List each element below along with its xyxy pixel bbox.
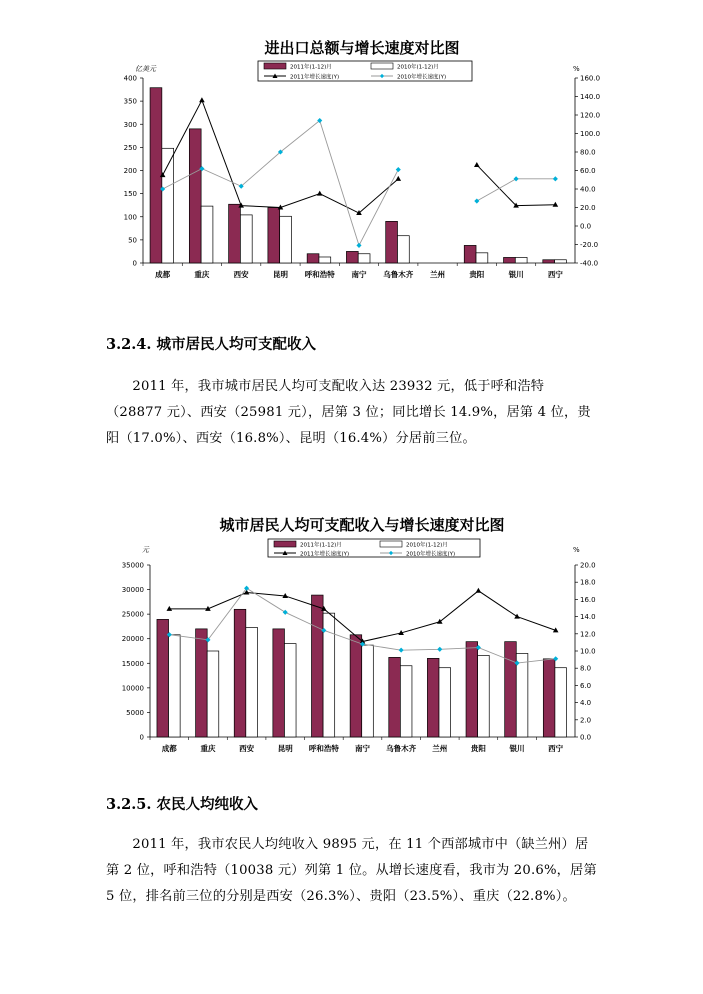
right-tick-label: 16.0 bbox=[580, 595, 596, 604]
right-tick-label: 160.0 bbox=[580, 74, 601, 83]
left-tick-label: 10000 bbox=[121, 684, 144, 693]
right-tick-label: 140.0 bbox=[580, 93, 601, 101]
point-marker-2010 bbox=[396, 167, 401, 172]
bar-2010 bbox=[169, 635, 181, 737]
bar-2010 bbox=[476, 253, 488, 263]
category-label: 西宁 bbox=[548, 744, 564, 753]
chart-urban-income bbox=[0, 508, 703, 758]
bar-2011 bbox=[350, 635, 362, 737]
legend-swatch bbox=[380, 541, 402, 547]
right-tick-label: 14.0 bbox=[580, 613, 596, 622]
bar-2011 bbox=[189, 129, 201, 263]
point-marker-2010 bbox=[356, 243, 361, 248]
category-label: 贵阳 bbox=[469, 270, 485, 279]
left-tick-label: 300 bbox=[123, 120, 137, 129]
point-marker-2010 bbox=[553, 176, 558, 181]
category-label: 呼和浩特 bbox=[308, 744, 339, 753]
legend-swatch bbox=[274, 541, 296, 547]
right-tick-label: 4.0 bbox=[580, 699, 592, 708]
point-marker-2011 bbox=[395, 176, 401, 181]
category-label: 重庆 bbox=[194, 270, 210, 279]
bar-2011 bbox=[229, 204, 241, 263]
right-tick-label: -40.0 bbox=[580, 259, 599, 268]
bar-2010 bbox=[362, 645, 374, 737]
point-marker-2010 bbox=[514, 176, 519, 181]
legend-swatch bbox=[264, 63, 286, 69]
chart-import-export bbox=[0, 30, 703, 280]
point-marker-2011 bbox=[437, 619, 443, 624]
category-label: 乌鲁木齐 bbox=[383, 270, 414, 279]
left-tick-label: 35000 bbox=[121, 561, 144, 570]
point-marker-2011 bbox=[476, 588, 482, 593]
point-marker-2011 bbox=[167, 606, 173, 611]
right-tick-label: 120.0 bbox=[580, 111, 601, 120]
bar-2010 bbox=[555, 668, 567, 737]
bar-2010 bbox=[478, 655, 490, 737]
category-label: 昆明 bbox=[272, 270, 288, 279]
left-tick-label: 0 bbox=[132, 259, 137, 268]
legend-label: 2010年增长速度(Y) bbox=[397, 74, 447, 81]
bar-2010 bbox=[397, 236, 409, 263]
right-tick-label: 12.0 bbox=[580, 630, 596, 639]
category-label: 西宁 bbox=[547, 270, 563, 279]
bar-2011 bbox=[505, 642, 517, 737]
right-tick-label: 20.0 bbox=[580, 561, 596, 570]
growth-line-2010 bbox=[477, 179, 556, 201]
point-marker-2010 bbox=[283, 610, 288, 615]
chart-svg bbox=[0, 508, 703, 758]
category-label: 南宁 bbox=[351, 270, 367, 279]
point-marker-2011 bbox=[514, 614, 520, 619]
bar-2011 bbox=[543, 659, 555, 737]
category-label: 贵阳 bbox=[470, 744, 486, 753]
bar-2011 bbox=[466, 642, 478, 737]
category-label: 成都 bbox=[161, 744, 177, 753]
left-tick-label: 250 bbox=[123, 143, 137, 152]
section-paragraph-urban-income: 2011 年，我市城市居民人均可支配收入达 23932 元，低于呼和浩特（28877 元）、西安（25981 元），居第 3 位；同比增长 14.9%，居第 4 位，贵阳（17.0%）、西安（16.8%）、昆明（16.4%）分居前三位。 bbox=[106, 379, 591, 446]
left-tick-label: 100 bbox=[123, 213, 137, 222]
point-marker-2011 bbox=[474, 162, 480, 167]
right-tick-label: -20.0 bbox=[580, 241, 599, 249]
right-tick-label: 0.0 bbox=[580, 733, 592, 742]
bar-2011 bbox=[268, 208, 280, 264]
bar-2011 bbox=[389, 657, 401, 737]
point-marker-2011 bbox=[317, 191, 323, 196]
point-marker-2011 bbox=[199, 97, 205, 102]
bar-2011 bbox=[543, 260, 555, 263]
category-label: 乌鲁木齐 bbox=[386, 744, 417, 753]
point-marker-2010 bbox=[399, 648, 404, 653]
category-label: 呼和浩特 bbox=[304, 270, 335, 279]
growth-line-2011 bbox=[169, 591, 555, 642]
left-tick-label: 150 bbox=[123, 190, 137, 199]
chart-legend bbox=[268, 539, 480, 558]
legend-label: 2011年(1-12)月 bbox=[290, 64, 332, 71]
left-tick-label: 15000 bbox=[121, 659, 144, 668]
right-tick-label: 8.0 bbox=[580, 664, 592, 673]
chart-title: 城市居民人均可支配收入与增长速度对比图 bbox=[219, 516, 505, 534]
bar-2011 bbox=[307, 254, 319, 263]
category-label: 兰州 bbox=[430, 270, 446, 279]
bar-2011 bbox=[150, 88, 162, 263]
legend-label: 2011年增长速度(Y) bbox=[300, 551, 350, 558]
bar-2010 bbox=[280, 216, 292, 263]
left-tick-label: 50 bbox=[128, 236, 137, 245]
right-tick-label: 80.0 bbox=[580, 148, 596, 157]
legend-label: 2011年(1-12)月 bbox=[300, 542, 342, 549]
bar-2010 bbox=[516, 653, 528, 737]
bar-2011 bbox=[157, 619, 169, 737]
bar-2011 bbox=[504, 257, 516, 263]
bar-2011 bbox=[234, 609, 246, 737]
legend-label: 2010年(1-12)月 bbox=[397, 64, 439, 71]
chart-legend bbox=[258, 61, 472, 81]
category-label: 成都 bbox=[155, 270, 171, 279]
legend-label: 2011年增长速度(Y) bbox=[290, 74, 340, 81]
right-tick-label: 6.0 bbox=[580, 681, 592, 690]
category-label: 兰州 bbox=[432, 744, 448, 753]
bar-2010 bbox=[515, 257, 527, 263]
category-label: 银川 bbox=[509, 744, 525, 753]
bar-2011 bbox=[346, 251, 358, 263]
left-tick-label: 400 bbox=[123, 74, 137, 83]
right-tick-label: 100.0 bbox=[580, 130, 601, 138]
point-marker-2010 bbox=[437, 647, 442, 652]
right-tick-label: 40.0 bbox=[580, 185, 596, 194]
bar-2010 bbox=[284, 644, 296, 737]
bar-2010 bbox=[400, 666, 412, 737]
category-label: 西安 bbox=[239, 744, 255, 753]
point-marker-2010 bbox=[474, 198, 479, 203]
bar-2011 bbox=[312, 595, 324, 737]
category-label: 重庆 bbox=[200, 744, 216, 753]
right-tick-label: 2.0 bbox=[580, 716, 592, 725]
chart-svg bbox=[0, 30, 703, 280]
left-tick-label: 20000 bbox=[121, 635, 144, 644]
bar-2010 bbox=[319, 257, 331, 263]
right-tick-label: 60.0 bbox=[580, 167, 596, 175]
right-tick-label: 18.0 bbox=[580, 578, 596, 587]
left-tick-label: 30000 bbox=[121, 586, 144, 595]
left-axis-unit: 元 bbox=[142, 546, 149, 554]
bar-2010 bbox=[240, 215, 252, 263]
right-axis-unit: % bbox=[573, 546, 580, 554]
bar-2010 bbox=[358, 254, 370, 263]
category-label: 银川 bbox=[508, 270, 524, 279]
bar-2011 bbox=[464, 245, 476, 263]
right-tick-label: 10.0 bbox=[580, 647, 596, 656]
bar-2011 bbox=[427, 658, 439, 737]
section-heading-urban-income: 3.2.4. 城市居民人均可支配收入 bbox=[106, 336, 316, 353]
growth-line-2011 bbox=[477, 165, 556, 206]
bar-2010 bbox=[439, 668, 451, 737]
bar-2010 bbox=[207, 651, 219, 737]
left-axis-unit: 亿美元 bbox=[135, 65, 156, 73]
bar-2011 bbox=[273, 629, 285, 737]
legend-swatch bbox=[371, 63, 393, 69]
right-tick-label: 20.0 bbox=[580, 204, 596, 212]
category-label: 昆明 bbox=[277, 744, 293, 753]
left-tick-label: 5000 bbox=[126, 708, 144, 717]
left-tick-label: 200 bbox=[123, 167, 137, 175]
bar-2010 bbox=[246, 627, 258, 737]
left-tick-label: 350 bbox=[123, 97, 137, 106]
category-label: 南宁 bbox=[355, 744, 370, 753]
bar-2011 bbox=[386, 221, 398, 263]
left-tick-label: 0 bbox=[139, 733, 144, 742]
legend-label: 2010年(1-12)月 bbox=[406, 542, 448, 549]
section-paragraph-rural-income: 2011 年，我市农民人均纯收入 9895 元，在 11 个西部城市中（缺兰州）居第 2 位，呼和浩特（10038 元）列第 1 位。从增长速度看，我市为 20.6%，居第 5 位，排名前三位的分别是西安（26.3%）、贵阳（23.5%）、重庆（22.8%）。 bbox=[106, 837, 597, 904]
left-tick-label: 25000 bbox=[121, 610, 144, 619]
legend-label: 2010年增长速度(Y) bbox=[406, 551, 456, 558]
bar-2010 bbox=[555, 260, 567, 263]
bar-2010 bbox=[201, 206, 213, 263]
right-axis-unit: % bbox=[573, 65, 580, 73]
section-heading-rural-income: 3.2.5. 农民人均纯收入 bbox=[106, 796, 258, 813]
point-marker-2011 bbox=[553, 202, 559, 207]
category-label: 西安 bbox=[233, 270, 249, 279]
right-tick-label: 0.0 bbox=[580, 222, 592, 231]
bar-2011 bbox=[196, 629, 208, 737]
chart-title: 进出口总额与增长速度对比图 bbox=[264, 39, 460, 57]
